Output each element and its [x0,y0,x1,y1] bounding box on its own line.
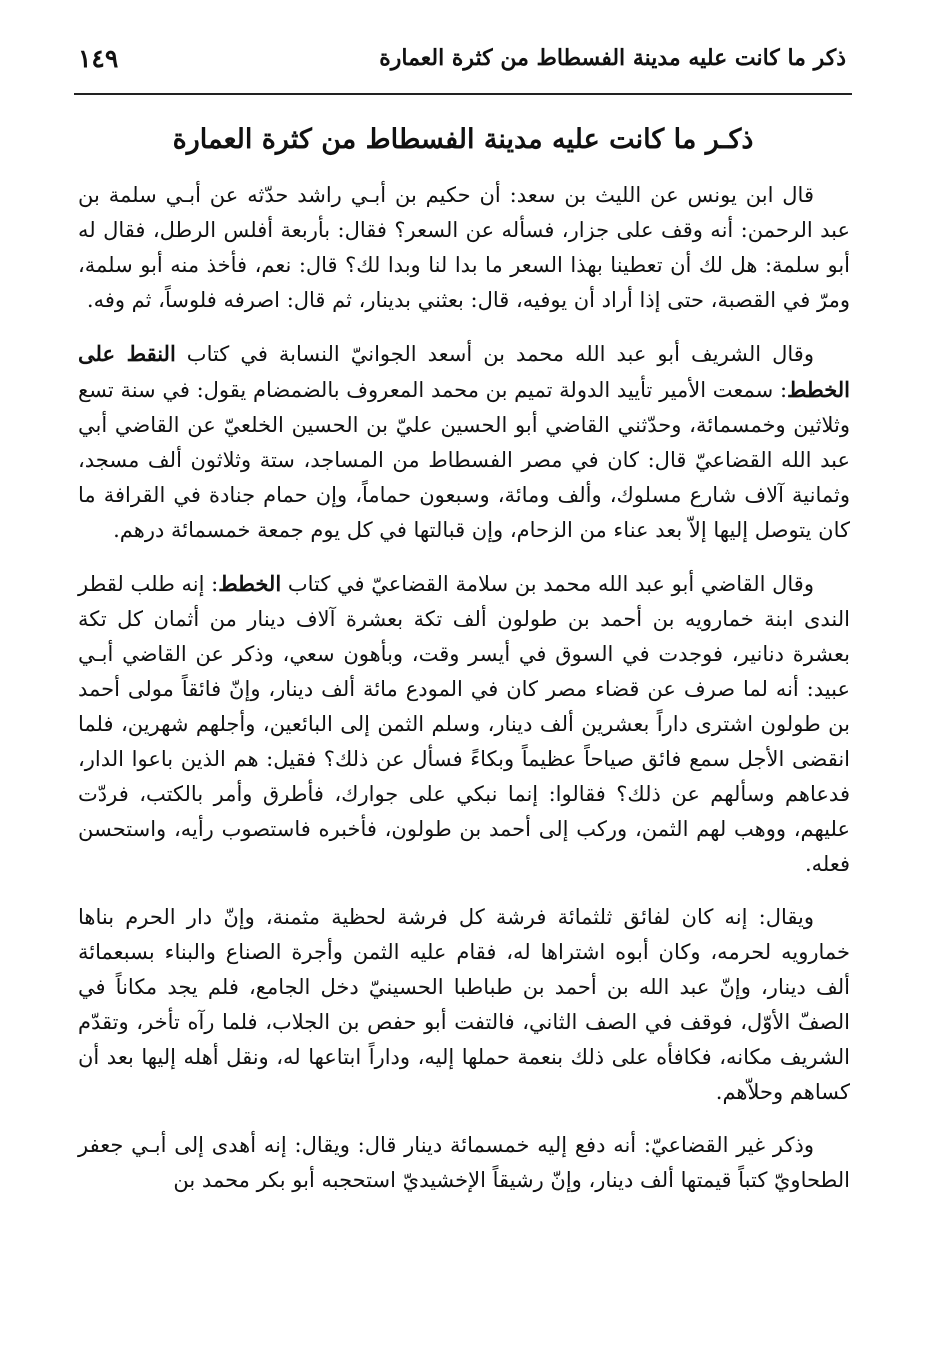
header-rule [74,93,852,95]
paragraph-3 [78,566,850,882]
paragraph-4: ويقال: إنه كان لفائق ثلثمائة فرشة كل فرشة لحظية مثمنة، وإنّ دار الحرم بناها خمارويه لحرمه، وكان أبوه اشتراها له، فقام عليه الثمن وأجرة الصناع والبناء بسبعمائة ألف دينار، وإنّ عبد الله بن أحمد بن طباطبا الحسينيّ دخل الجامع، فلم يجد مكاناً في الصفّ الأوّل، فوقف في الصف الثاني، فالتفت أبو حفص بن الجلاب، فلما رآه تأخر، وتقدّم الشريف مكانه، فكافأه على ذلك بنعمة حملها إليه، وداراً ابتاعها له، ونقل أهله إليها بعد أن كساهم وحلاّهم. [78,905,850,1104]
chapter-title: ذكـر ما كانت عليه مدينة الفسطاط من كثرة العمارة [172,124,754,155]
paragraph-2 [78,336,850,548]
paragraph-2-part-c: : سمعت الأمير تأييد الدولة تميم بن محمد المعروف بالضمضام يقول: في سنة تسع وثلاثين وخمسمائة، وحدّثني القاضي أبو الحسين عليّ بن الحسين الخلعيّ عن القاضي أبي عبد الله القضاعيّ قال: كان في مصر الفسطاط من المساجد، ستة وثلاثون ألف مسجد، وثمانية آلاف شارع مسلوك، وألف ومائة، وسبعون حماماً، وإن حمام جنادة في القرافة ما كان يتوصل إليها إلاّ بعد عناء من الزحام، وإن قبالتها في كل يوم جمعة خمسمائة درهم. [78,378,850,542]
paragraph-3-part-c: : إنه طلب لقطر الندى ابنة خمارويه بن أحمد بن طولون ألف تكة بعشرة آلاف دينار من أثمان كل تكة بعشرة دنانير، فوجدت في السوق في أيسر وقت، وبأهون سعي، وذكر عن القاضي أبـي عبيد: أنه لما صرف عن قضاء مصر كان في المودع مائة ألف دينار، وإنّ فائقاً مولى أحمد بن طولون اشترى داراً بعشرين ألف دينار، وسلم الثمن إلى البائعين، وأجلهم شهرين، فلما انقضى الأجل سمع فائق صياحاً عظيماً وبكاءً فسأل عن ذلك؟ فقيل: هم الذين باعوا الدار، فدعاهم وسألهم عن ذلك؟ فقالوا: إنما نبكي على جوارك، فأطرق وأمر بالكتب، فردّت عليهم، ووهب لهم الثمن، وركب إلى أحمد بن طولون، فأخبره فاستصوب رأيه، واستحسن فعله. [78,572,851,876]
paragraph-3-part-a: وقال القاضي أبو عبد الله محمد بن سلامة القضاعيّ في كتاب [281,572,814,596]
running-header [78,36,846,80]
page-number: ١٤٩ [78,43,119,73]
book-title-khitat: الخطط [218,571,282,596]
running-title: ذكر ما كانت عليه مدينة الفسطاط من كثرة العمارة [379,45,846,71]
book-title-naqt: النقط على الخطط [78,341,850,402]
body-text [78,178,850,1216]
paragraph-2-part-a: وقال الشريف أبو عبد الله محمد بن أسعد الجوانيّ النسابة في كتاب [175,342,814,366]
paragraph-5: وذكر غير القضاعيّ: أنه دفع إليه خمسمائة دينار قال: ويقال: إنه أهدى إلى أبـي جعفر الطحاويّ كتباً قيمتها ألف دينار، وإنّ رشيقاً الإخشيديّ استحجبه أبو بكر محمد بن [78,1133,850,1192]
paragraph-1: قال ابن يونس عن الليث بن سعد: أن حكيم بن أبـي راشد حدّثه عن أبـي سلمة بن عبد الرحمن: أنه وقف على جزار، فسأله عن السعر؟ فقال: بأربعة أفلس الرطل، فقال له أبو سلمة: هل لك أن تعطينا بهذا السعر ما بدا لنا وبدا لك؟ قال: نعم، فأخذ منه أبو سلمة، ومرّ في القصبة، حتى إذا أراد أن يوفيه، قال: بعثني بدينار، ثم قال: اصرفه فلوساً، ثم وفه. [78,183,851,312]
